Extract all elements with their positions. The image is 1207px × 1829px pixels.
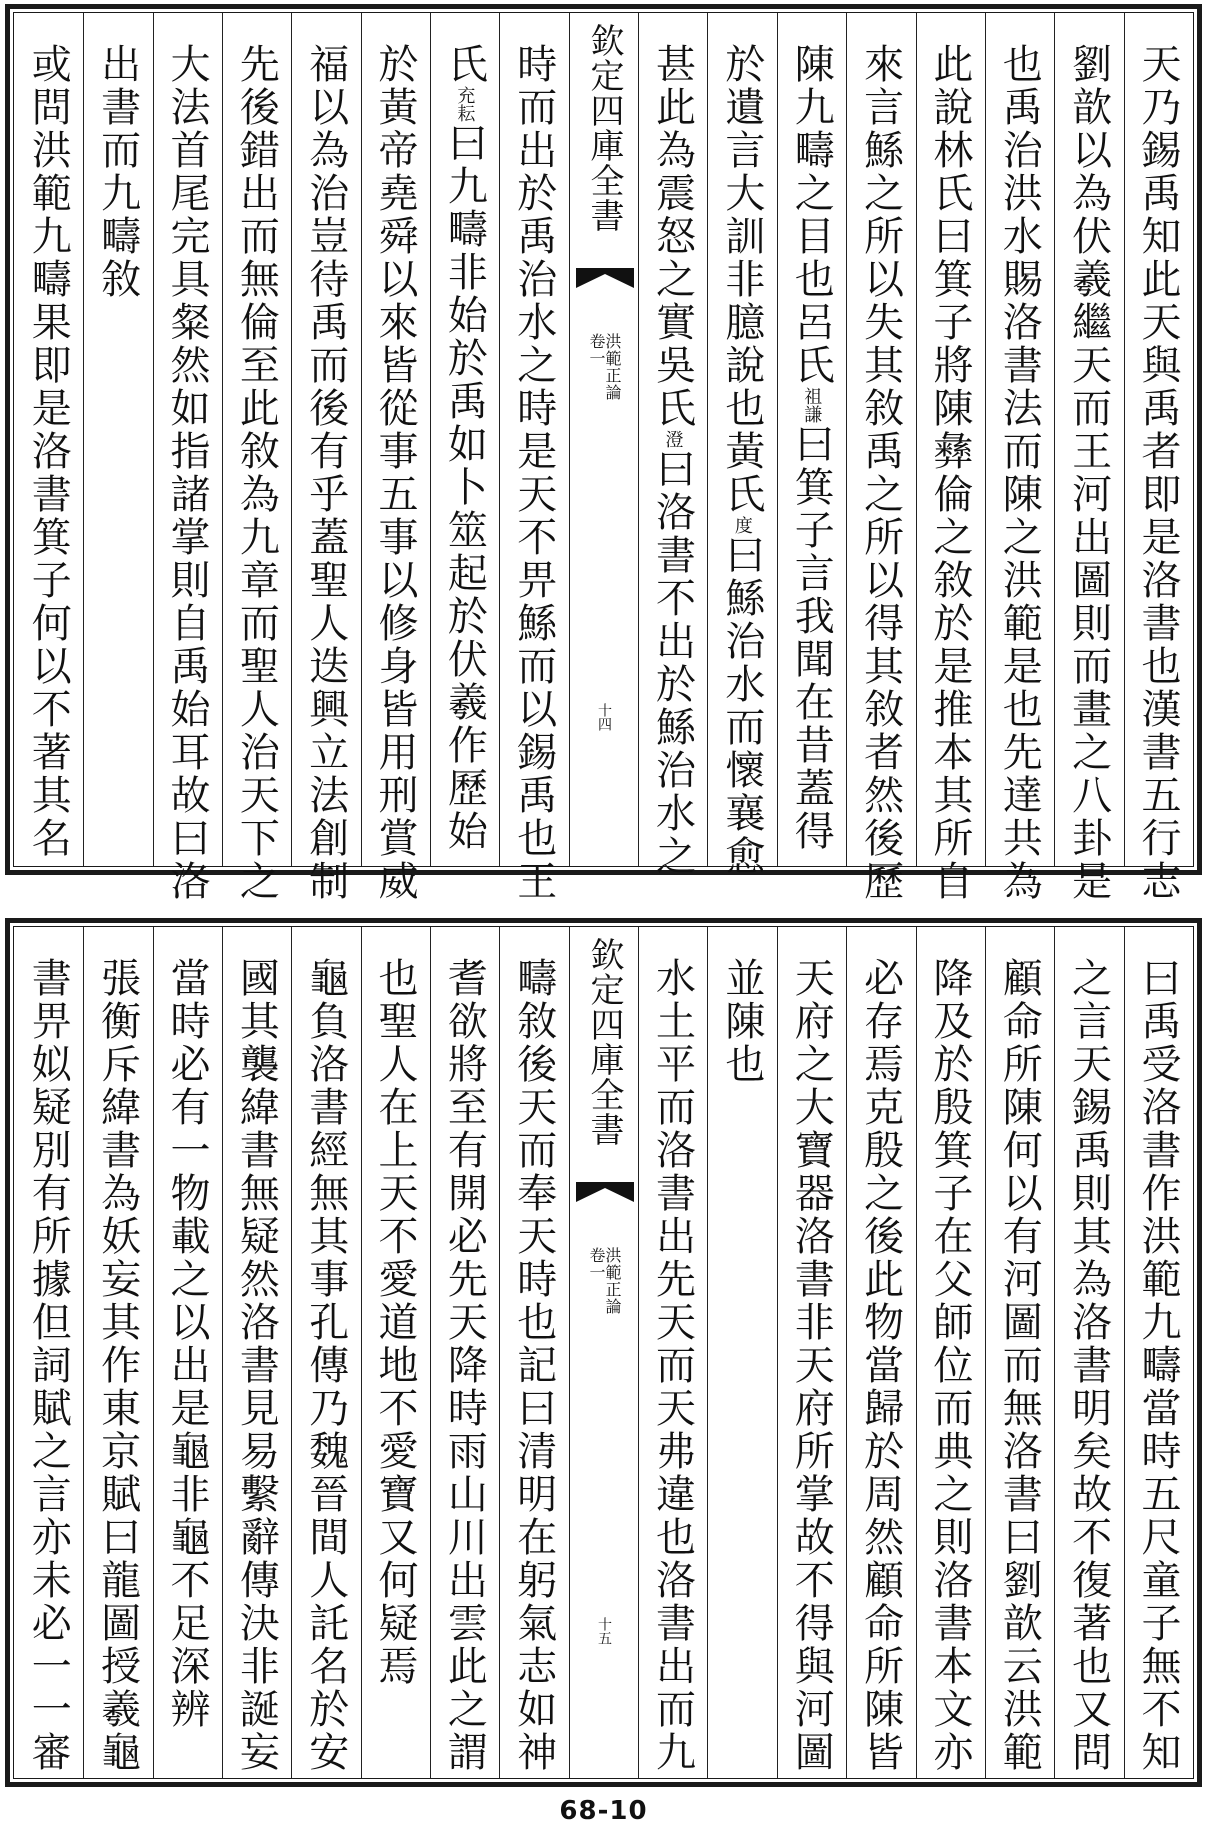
text-column <box>14 927 83 1778</box>
text-column <box>846 13 915 903</box>
column-text-rest: 曰九疇非始於禹如卜筮起於伏羲作歷始 <box>441 122 488 853</box>
fishtail-mark-icon <box>576 268 634 288</box>
center-book-info <box>588 333 620 401</box>
column-text: 水土平而洛書出先天而天弗違也洛書出而九 <box>649 957 696 1774</box>
text-column <box>499 927 568 1778</box>
center-fold-column <box>569 13 638 866</box>
column-text-main: 氏 <box>441 43 488 86</box>
text-column <box>83 13 152 866</box>
text-column <box>916 13 985 903</box>
column-text <box>431 43 499 853</box>
book-name: 洪範正論 <box>602 1247 622 1315</box>
column-text: 也聖人在上天不愛道地不愛寶又何疑焉 <box>372 957 419 1688</box>
center-fold-column <box>569 927 638 1778</box>
column-text: 或問洪範九疇果即是洛書箕子何以不著其名 <box>25 43 72 860</box>
column-text: 時而出於禹治水之時是天不畀鯀而以錫禹也王 <box>510 43 557 903</box>
column-text: 並陳也 <box>718 957 765 1086</box>
text-column <box>638 13 707 878</box>
text-column <box>291 927 360 1778</box>
column-text <box>708 43 776 878</box>
column-text: 國其襲緯書無疑然洛書見易繫辭傳決非誕妄 <box>233 957 280 1774</box>
text-column <box>916 927 985 1778</box>
annotation-note: 祖謙 <box>801 387 823 423</box>
text-column <box>361 927 430 1778</box>
text-column <box>430 927 499 1778</box>
center-book-info <box>588 1247 620 1315</box>
volume-label: 卷一 <box>586 333 606 367</box>
leaf-number: 十五 <box>595 1617 612 1645</box>
book-collection-title: 欽定四庫全書 <box>583 937 624 1147</box>
text-column <box>291 13 360 903</box>
column-text: 之言天錫禹則其為洛書明矣故不復著也又問 <box>1065 957 1112 1774</box>
text-column <box>846 927 915 1778</box>
text-column <box>777 13 846 866</box>
leaf-number: 十四 <box>595 703 612 731</box>
text-column <box>1124 927 1193 1778</box>
book-collection-title: 欽定四庫全書 <box>583 23 624 233</box>
column-text <box>778 43 846 853</box>
annotation-note: 度 <box>731 516 753 534</box>
text-column <box>83 927 152 1778</box>
column-text: 曰禹受洛書作洪範九疇當時五尺童子無不知 <box>1135 957 1181 1774</box>
text-column <box>1124 13 1193 903</box>
column-text: 於黃帝堯舜以來皆從事五事以修身皆用刑賞威 <box>372 43 419 903</box>
column-text: 劉歆以為伏羲繼天而王河出圖則而畫之八卦是 <box>1065 43 1112 903</box>
top-page <box>5 4 1202 903</box>
text-column <box>499 13 568 903</box>
column-text: 先後錯出而無倫至此敘為九章而聖人治天下之 <box>233 43 280 903</box>
top-columns <box>14 13 1193 903</box>
column-text-rest: 曰洛書不出於鯀治水之 <box>649 448 696 878</box>
column-text: 必存焉克殷之後此物當歸於周然顧命所陳皆 <box>857 957 904 1774</box>
text-column <box>430 13 499 866</box>
text-column <box>638 927 707 1778</box>
column-text: 天府之大寶器洛書非天府所掌故不得與河圖 <box>788 957 835 1774</box>
column-text: 也禹治洪水賜洛書法而陳之洪範是也先達共為 <box>996 43 1043 903</box>
column-text: 當時必有一物載之以出是龜非龜不足深辨 <box>163 957 210 1731</box>
column-text: 降及於殷箕子在父師位而典之則洛書本文亦 <box>926 957 973 1774</box>
book-name: 洪範正論 <box>602 333 622 401</box>
column-text: 耆欲將至有開必先天降時雨山川出雲此之謂 <box>441 957 488 1774</box>
column-text: 龜負洛書經無其事孔傳乃魏晉間人託名於安 <box>302 957 349 1774</box>
text-column <box>1054 927 1123 1778</box>
annotation-note: 充耘 <box>454 86 476 122</box>
bottom-page <box>5 918 1202 1787</box>
column-text-rest: 曰箕子言我聞在昔蓋得 <box>788 423 835 853</box>
text-column <box>777 927 846 1778</box>
column-text-main: 陳九疇之目也呂氏 <box>788 43 835 387</box>
column-text: 福以為治豈待禹而後有乎蓋聖人迭興立法創制 <box>302 43 349 903</box>
column-text: 來言鯀之所以失其敘禹之所以得其敘者然後歷 <box>857 43 904 903</box>
text-column <box>153 927 222 1778</box>
fishtail-mark-icon <box>576 1182 634 1202</box>
column-text <box>639 43 707 878</box>
column-text: 顧命所陳何以有河圖而無洛書曰劉歆云洪範 <box>996 957 1043 1774</box>
text-column <box>1054 13 1123 903</box>
annotation-note: 澄 <box>662 430 684 448</box>
text-column <box>985 13 1054 903</box>
page-label: 68-10 <box>559 1796 648 1826</box>
column-text: 出書而九疇敘 <box>94 43 141 301</box>
text-column <box>222 13 291 903</box>
column-text-main: 於遺言大訓非臆說也黃氏 <box>718 43 765 516</box>
text-column <box>707 13 776 878</box>
text-column <box>14 13 83 866</box>
bottom-columns <box>14 927 1193 1778</box>
column-text-rest: 曰鯀治水而懷襄愈 <box>718 534 765 878</box>
column-text: 天乃錫禹知此天與禹者即是洛書也漢書五行志 <box>1135 43 1181 903</box>
text-column <box>985 927 1054 1778</box>
text-column <box>707 927 776 1778</box>
text-column <box>153 13 222 903</box>
column-text: 疇敘後天而奉天時也記曰清明在躬氣志如神 <box>510 957 557 1774</box>
text-column <box>361 13 430 903</box>
column-text: 張衡斥緯書為妖妄其作東京賦曰龍圖授羲龜 <box>94 957 141 1774</box>
column-text: 大法首尾完具粲然如指諸掌則自禹始耳故曰洛 <box>163 43 210 903</box>
text-column <box>222 927 291 1778</box>
volume-label: 卷一 <box>586 1247 606 1281</box>
column-text-main: 甚此為震怒之實吳氏 <box>649 43 696 430</box>
column-text: 書畀姒疑別有所據但詞賦之言亦未必一一審 <box>25 957 72 1774</box>
column-text: 此說林氏曰箕子將陳彝倫之敘於是推本其所自 <box>926 43 973 903</box>
